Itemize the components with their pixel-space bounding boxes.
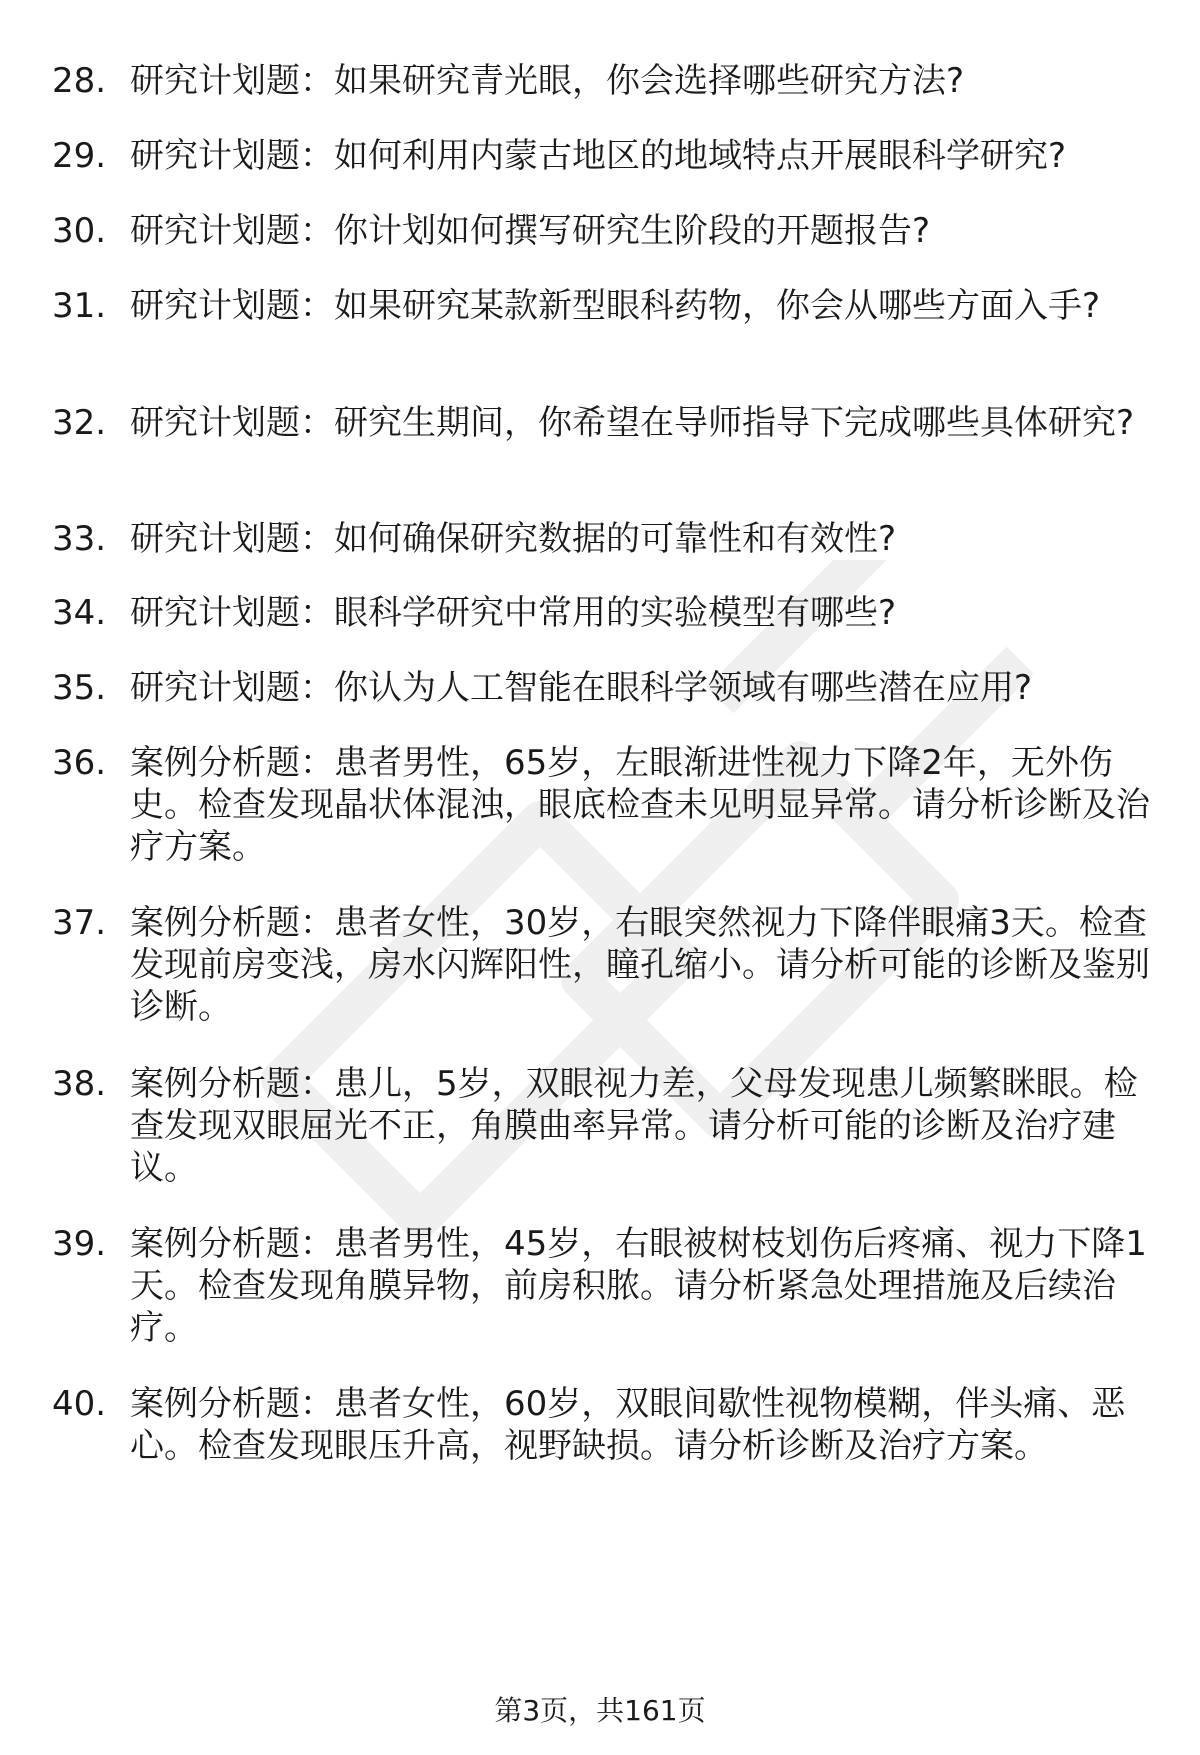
question-item (0, 1223, 1200, 1383)
question-number: 34. (52, 593, 107, 633)
question-text: 研究计划题：你认为人工智能在眼科学领域有哪些潜在应用? (130, 668, 1033, 708)
question-text: 案例分析题：患儿，5岁，双眼视力差，父母发现患儿频繁眯眼。检查发现双眼屈光不正，角膜曲率异常。请分析可能的诊断及治疗建议。 (130, 1064, 1138, 1188)
question-text: 研究计划题：研究生期间，你希望在导师指导下完成哪些具体研究? (130, 403, 1135, 443)
page-footer: 第3页，共161页 (494, 1694, 706, 1727)
question-item (0, 285, 1200, 402)
question-number: 40. (52, 1384, 107, 1424)
question-item (0, 518, 1200, 592)
question-text: 研究计划题：你计划如何撰写研究生阶段的开题报告? (130, 211, 931, 251)
question-number: 39. (52, 1224, 107, 1264)
question-number: 37. (52, 903, 107, 943)
question-number: 33. (52, 519, 107, 559)
question-number: 28. (52, 61, 107, 101)
question-text: 案例分析题：患者女性，30岁，右眼突然视力下降伴眼痛3天。检查发现前房变浅，房水闪辉阳性，瞳孔缩小。请分析可能的诊断及鉴别诊断。 (130, 903, 1150, 1027)
question-item (0, 135, 1200, 210)
question-text: 案例分析题：患者男性，65岁，左眼渐进性视力下降2年，无外伤史。检查发现晶状体混浊，眼底检查未见明显异常。请分析诊断及治疗方案。 (130, 743, 1150, 867)
question-item (0, 60, 1200, 135)
question-item (0, 1383, 1200, 1473)
question-item (0, 667, 1200, 742)
question-number: 31. (52, 286, 107, 326)
question-number: 32. (52, 403, 107, 443)
question-item (0, 210, 1200, 285)
question-number: 36. (52, 743, 107, 783)
question-text: 研究计划题：如果研究青光眼，你会选择哪些研究方法? (130, 61, 965, 101)
question-item (0, 592, 1200, 667)
question-text: 研究计划题：眼科学研究中常用的实验模型有哪些? (130, 593, 897, 633)
question-text: 研究计划题：如何利用内蒙古地区的地域特点开展眼科学研究? (130, 136, 1067, 176)
question-item (0, 402, 1200, 518)
question-item (0, 742, 1200, 902)
question-text: 案例分析题：患者男性，45岁，右眼被树枝划伤后疼痛、视力下降1天。检查发现角膜异物，前房积脓。请分析紧急处理措施及后续治疗。 (130, 1224, 1147, 1348)
question-number: 29. (52, 136, 107, 176)
question-item (0, 1063, 1200, 1223)
question-text: 研究计划题：如何确保研究数据的可靠性和有效性? (130, 519, 897, 559)
question-text: 案例分析题：患者女性，60岁，双眼间歇性视物模糊，伴头痛、恶心。检查发现眼压升高，视野缺损。请分析诊断及治疗方案。 (130, 1384, 1126, 1466)
question-list (0, 60, 1200, 1473)
question-number: 38. (52, 1064, 107, 1104)
question-item (0, 902, 1200, 1063)
question-number: 30. (52, 211, 107, 251)
question-number: 35. (52, 668, 107, 708)
question-text: 研究计划题：如果研究某款新型眼科药物，你会从哪些方面入手? (130, 286, 1101, 326)
